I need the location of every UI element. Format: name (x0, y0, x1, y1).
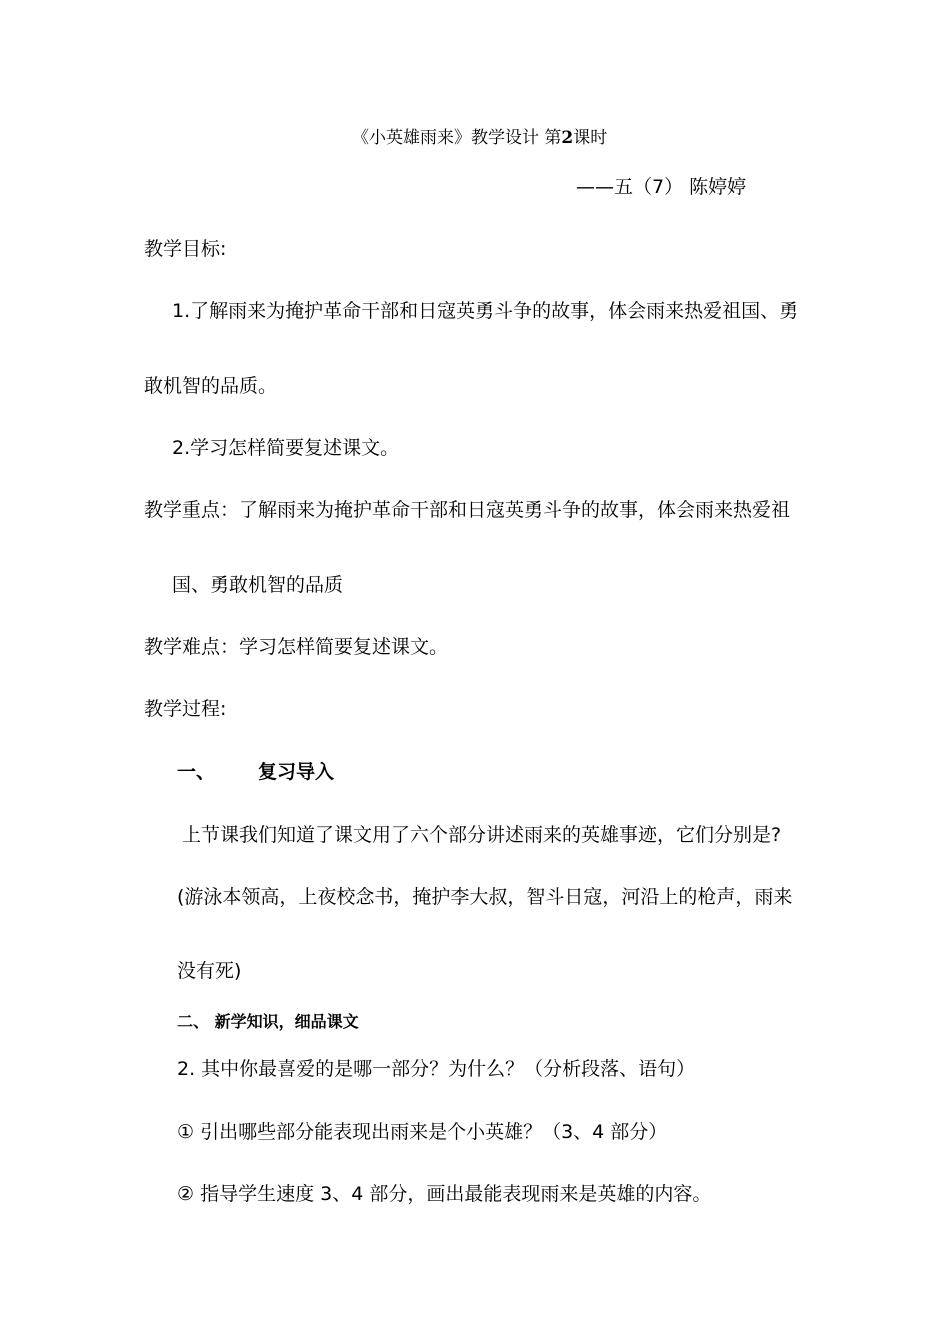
objective-1-line-2: 敢机智的品质。 (144, 375, 278, 397)
review-answer-line-1: (游泳本领高，上夜校念书，掩护李大叔，智斗日寇，河沿上的枪声，雨来 (177, 886, 793, 908)
section-1-number: 一、 (177, 761, 216, 783)
review-answer-line-2: 没有死) (177, 960, 242, 982)
difficulty-line: 教学难点：学习怎样简要复述课文。 (144, 636, 449, 658)
objectives-heading: 教学目标: (144, 238, 227, 260)
step-1: ① 引出哪些部分能表现出雨来是个小英雄？（3、4 部分） (177, 1121, 668, 1143)
section-2-heading: 二、 新学知识，细品课文 (177, 1012, 359, 1031)
review-question: 上节课我们知道了课文用了六个部分讲述雨来的英雄事迹，它们分别是? (182, 824, 782, 846)
author-line: ——五（7） 陈婷婷 (576, 176, 747, 198)
page-title (352, 126, 607, 150)
section-1-heading (177, 760, 335, 784)
process-heading: 教学过程: (144, 698, 227, 720)
objective-1-line-1: 1.了解雨来为掩护革命干部和日寇英勇斗争的故事，体会雨来热爱祖国、勇 (172, 300, 799, 322)
title-text-before: 《小英雄雨来》教学设计 第 (352, 128, 562, 148)
title-text-after: 课时 (573, 128, 608, 148)
lesson-number: 2 (561, 128, 574, 148)
question-2: 2. 其中你最喜爱的是哪一部分？为什么？（分析段落、语句） (177, 1058, 696, 1080)
objective-2: 2.学习怎样简要复述课文。 (172, 437, 400, 459)
key-point-line-2: 国、勇敢机智的品质 (172, 574, 344, 596)
section-1-title: 复习导入 (258, 761, 335, 783)
step-2: ② 指导学生速度 3、4 部分，画出最能表现雨来是英雄的内容。 (177, 1183, 712, 1205)
key-point-line-1: 教学重点：了解雨来为掩护革命干部和日寇英勇斗争的故事，体会雨来热爱祖 (144, 499, 791, 521)
